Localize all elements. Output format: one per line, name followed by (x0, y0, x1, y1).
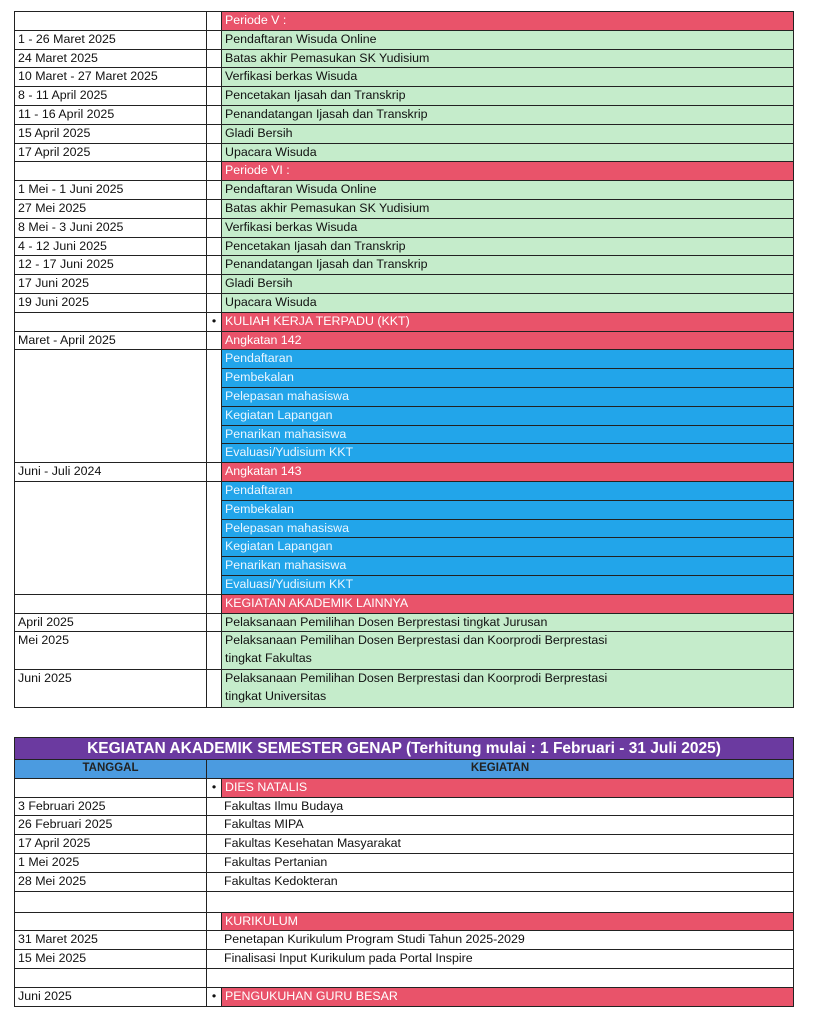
kkt-item: Kegiatan Lapangan (222, 406, 794, 425)
date-cell: Juni 2025 (15, 987, 207, 1006)
activity-cell: Penandatangan Ijasah dan Transkrip (222, 256, 794, 275)
activity-cell: Upacara Wisuda (222, 293, 794, 312)
table-row (15, 218, 794, 237)
activity-cell: Batas akhir Pemasukan SK Yudisium (222, 49, 794, 68)
bullet-cell (207, 12, 222, 31)
table-row (15, 481, 794, 500)
kkt-item: Penarikan mahasiswa (222, 425, 794, 444)
date-cell: Juni - Juli 2024 (15, 463, 207, 482)
date-cell: Juni 2025 (15, 670, 207, 708)
bullet-icon: • (207, 987, 222, 1006)
schedule-table-continued (14, 11, 794, 708)
table-row (15, 143, 794, 162)
table-row (15, 105, 794, 124)
table-row (15, 406, 794, 425)
kkt-item: Pendaftaran (222, 481, 794, 500)
table-row (15, 816, 794, 835)
table-title: KEGIATAN AKADEMIK SEMESTER GENAP (Terhitung mulai : 1 Februari - 31 Juli 2025) (15, 738, 794, 760)
date-cell: 3 Februari 2025 (15, 797, 207, 816)
date-cell: 12 - 17 Juni 2025 (15, 256, 207, 275)
kkt-item: Pembekalan (222, 369, 794, 388)
date-cell: 17 April 2025 (15, 143, 207, 162)
activity-cell: Finalisasi Input Kurikulum pada Portal Inspire (207, 950, 794, 969)
table-row (15, 835, 794, 854)
activity-cell: Batas akhir Pemasukan SK Yudisium (222, 199, 794, 218)
date-cell: 8 Mei - 3 Juni 2025 (15, 218, 207, 237)
activity-cell: Penetapan Kurikulum Program Studi Tahun 2025-2029 (207, 931, 794, 950)
date-cell: 8 - 11 April 2025 (15, 87, 207, 106)
table-row (15, 124, 794, 143)
table-row (15, 575, 794, 594)
table-row (15, 387, 794, 406)
table-row (15, 49, 794, 68)
section-header-row (15, 987, 794, 1006)
table-row (15, 369, 794, 388)
date-cell: 31 Maret 2025 (15, 931, 207, 950)
activity-cell: Gladi Bersih (222, 275, 794, 294)
kkt-item: Pelepasan mahasiswa (222, 519, 794, 538)
section-header-row (15, 912, 794, 931)
date-cell: 28 Mei 2025 (15, 872, 207, 891)
date-cell: 17 April 2025 (15, 835, 207, 854)
date-cell: Mei 2025 (15, 632, 207, 670)
date-cell: 4 - 12 Juni 2025 (15, 237, 207, 256)
kkt-item: Pembekalan (222, 500, 794, 519)
section-header-row (15, 594, 794, 613)
kkt-header: KULIAH KERJA TERPADU (KKT) (222, 312, 794, 331)
section-header-row (15, 778, 794, 797)
table-row (15, 931, 794, 950)
kkt-item: Pendaftaran (222, 350, 794, 369)
date-cell: 11 - 16 April 2025 (15, 105, 207, 124)
activity-cell: Pencetakan Ijasah dan Transkrip (222, 87, 794, 106)
column-header-date: TANGGAL (15, 760, 207, 779)
semester-genap-table (14, 737, 794, 1007)
column-header-activity: KEGIATAN (207, 760, 794, 779)
date-cell: 1 Mei 2025 (15, 853, 207, 872)
activity-cell: Pencetakan Ijasah dan Transkrip (222, 237, 794, 256)
table-row (15, 181, 794, 200)
table-row (15, 519, 794, 538)
date-cell: 1 - 26 Maret 2025 (15, 30, 207, 49)
activity-cell: Pendaftaran Wisuda Online (222, 30, 794, 49)
kkt-item: Pelepasan mahasiswa (222, 387, 794, 406)
table-row (15, 331, 794, 350)
table-row (15, 425, 794, 444)
dies-natalis-header: DIES NATALIS (222, 778, 794, 797)
table-row (15, 237, 794, 256)
table-row (15, 670, 794, 708)
activity-cell: Gladi Bersih (222, 124, 794, 143)
table-row (15, 275, 794, 294)
table-row (15, 463, 794, 482)
bullet-icon: • (207, 312, 222, 331)
activity-cell: Fakultas Kedokteran (207, 872, 794, 891)
activity-cell: Pelaksanaan Pemilihan Dosen Berprestasi dan Koorprodi Berprestasi tingkat Universitas (222, 670, 794, 708)
date-cell: 15 April 2025 (15, 124, 207, 143)
lainnya-header: KEGIATAN AKADEMIK LAINNYA (222, 594, 794, 613)
table-row (15, 30, 794, 49)
table-row (15, 68, 794, 87)
date-cell: 15 Mei 2025 (15, 950, 207, 969)
table-row (15, 500, 794, 519)
date-cell: 27 Mei 2025 (15, 199, 207, 218)
table-row (15, 256, 794, 275)
activity-cell: Fakultas Ilmu Budaya (207, 797, 794, 816)
table-row (15, 87, 794, 106)
activity-cell: Upacara Wisuda (222, 143, 794, 162)
table-row (15, 444, 794, 463)
table-row (15, 853, 794, 872)
kurikulum-header: KURIKULUM (222, 912, 794, 931)
column-header-row (15, 760, 794, 779)
date-cell: 10 Maret - 27 Maret 2025 (15, 68, 207, 87)
activity-cell: Fakultas Kesehatan Masyarakat (207, 835, 794, 854)
table-row (15, 557, 794, 576)
empty-row (15, 891, 794, 912)
date-cell (15, 12, 207, 31)
activity-cell: Pelaksanaan Pemilihan Dosen Berprestasi dan Koorprodi Berprestasi tingkat Fakultas (222, 632, 794, 670)
table-row (15, 350, 794, 369)
date-cell: 1 Mei - 1 Juni 2025 (15, 181, 207, 200)
date-cell: 17 Juni 2025 (15, 275, 207, 294)
periode-vi-header: Periode VI : (222, 162, 794, 181)
kkt-item: Kegiatan Lapangan (222, 538, 794, 557)
table-row (15, 613, 794, 632)
activity-cell: Verfikasi berkas Wisuda (222, 218, 794, 237)
activity-cell: Penandatangan Ijasah dan Transkrip (222, 105, 794, 124)
bullet-icon: • (207, 778, 222, 797)
kkt-item: Evaluasi/Yudisium KKT (222, 444, 794, 463)
table-row (15, 199, 794, 218)
section-header-row (15, 312, 794, 331)
activity-cell: Pendaftaran Wisuda Online (222, 181, 794, 200)
table-row (15, 950, 794, 969)
angkatan-143-header: Angkatan 143 (222, 463, 794, 482)
date-cell: 26 Februari 2025 (15, 816, 207, 835)
table-title-row (15, 738, 794, 760)
table-row (15, 872, 794, 891)
table-row (15, 293, 794, 312)
date-cell: 24 Maret 2025 (15, 49, 207, 68)
table-row (15, 797, 794, 816)
activity-cell: Verfikasi berkas Wisuda (222, 68, 794, 87)
guru-besar-header: PENGUKUHAN GURU BESAR (222, 987, 794, 1006)
date-cell: Maret - April 2025 (15, 331, 207, 350)
periode-v-header: Periode V : (222, 12, 794, 31)
empty-row (15, 968, 794, 987)
date-cell: 19 Juni 2025 (15, 293, 207, 312)
activity-cell: Fakultas Pertanian (207, 853, 794, 872)
table-row (15, 538, 794, 557)
activity-cell: Pelaksanaan Pemilihan Dosen Berprestasi tingkat Jurusan (222, 613, 794, 632)
activity-cell: Fakultas MIPA (207, 816, 794, 835)
table-row (15, 632, 794, 670)
section-header-row (15, 162, 794, 181)
section-header-row (15, 12, 794, 31)
kkt-item: Penarikan mahasiswa (222, 557, 794, 576)
angkatan-142-header: Angkatan 142 (222, 331, 794, 350)
kkt-item: Evaluasi/Yudisium KKT (222, 575, 794, 594)
date-cell: April 2025 (15, 613, 207, 632)
